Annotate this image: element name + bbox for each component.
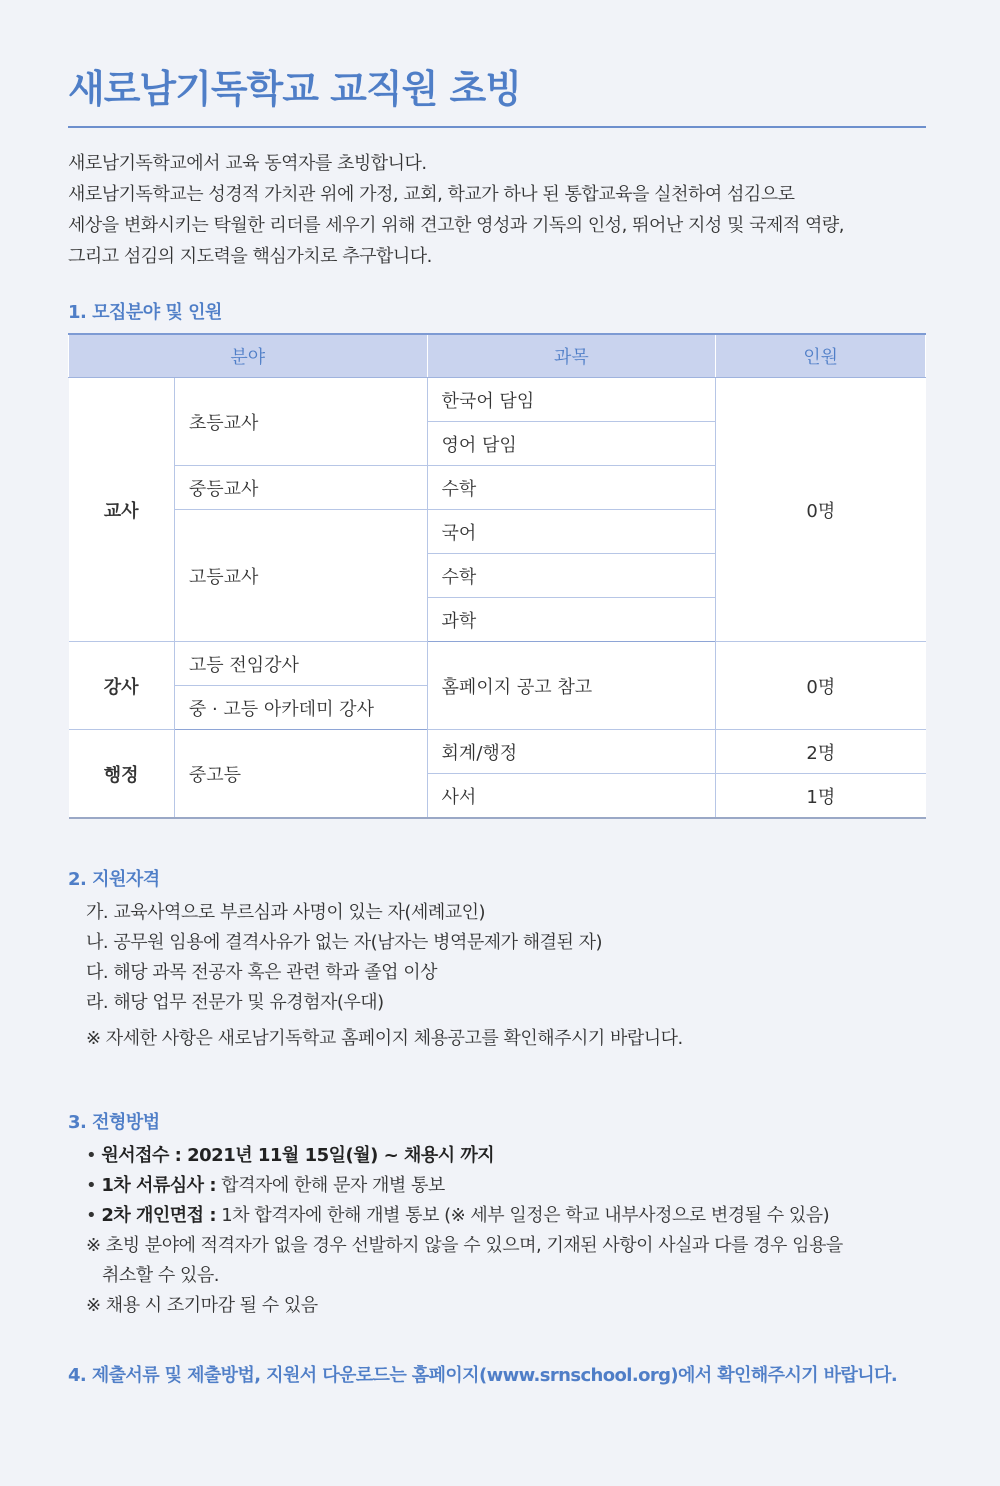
table-row (69, 642, 926, 686)
submission-info: 4. 제출서류 및 제출방법, 지원서 다운로드는 홈페이지(www.srnschool.org)에서 확인해주시기 바랍니다. (68, 1365, 898, 1386)
count-cell: 2명 (716, 730, 926, 774)
intro-line: 새로남기독학교는 성경적 가치관 위에 가정, 교회, 학교가 하나 된 통합교육을 실천하여 섬김으로 (68, 184, 795, 205)
section1-title: 1. 모집분야 및 인원 (68, 302, 222, 323)
bullet-label: 원서접수 : 2021년 11월 15일(월) ~ 채용시 까지 (101, 1145, 495, 1166)
table-row (69, 730, 926, 774)
category-admin: 행정 (69, 730, 175, 819)
subject-cell: 홈페이지 공고 참고 (427, 642, 716, 730)
bullet-label: 2차 개인면접 : (101, 1205, 217, 1226)
count-instructor: 0명 (716, 642, 926, 730)
role-admin: 중고등 (174, 730, 427, 819)
bullet-label: 1차 서류심사 : (101, 1175, 217, 1196)
subject-cell: 과학 (427, 598, 716, 642)
list-item: • 1차 서류심사 : 합격자에 한해 문자 개별 통보 (86, 1175, 445, 1196)
qualification-list (86, 898, 683, 1054)
table-header-row (69, 334, 926, 378)
category-teacher: 교사 (69, 378, 175, 642)
section2-title: 2. 지원자격 (68, 869, 160, 890)
header-count: 인원 (716, 334, 926, 378)
subject-cell: 수학 (427, 466, 716, 510)
header-field: 분야 (69, 334, 428, 378)
list-item: 가. 교육사역으로 부르심과 사명이 있는 자(세례교인) (86, 902, 486, 923)
method-note: ※ 채용 시 조기마감 될 수 있음 (86, 1295, 318, 1316)
subject-cell: 회계/행정 (427, 730, 716, 774)
page-title: 새로남기독학교 교직원 초빙 (68, 67, 521, 111)
method-note: ※ 초빙 분야에 적격자가 없을 경우 선발하지 않을 수 있으며, 기재된 사항이 사실과 다를 경우 임용을 (86, 1235, 843, 1256)
role-high: 고등교사 (174, 510, 427, 642)
list-item: 다. 해당 과목 전공자 혹은 관련 학과 졸업 이상 (86, 962, 437, 983)
list-item: 라. 해당 업무 전문가 및 유경험자(우대) (86, 992, 384, 1013)
intro-line: 세상을 변화시키는 탁월한 리더를 세우기 위해 견고한 영성과 기독의 인성, 뛰어난 지성 및 국제적 역량, (68, 215, 844, 236)
role-cell: 고등 전임강사 (174, 642, 427, 686)
role-middle: 중등교사 (174, 466, 427, 510)
category-instructor: 강사 (69, 642, 175, 730)
list-item: • 원서접수 : 2021년 11월 15일(월) ~ 채용시 까지 (86, 1145, 495, 1166)
subject-cell: 한국어 담임 (427, 378, 716, 422)
subject-cell: 사서 (427, 774, 716, 819)
list-item: 나. 공무원 임용에 결격사유가 없는 자(남자는 병역문제가 해결된 자) (86, 932, 603, 953)
qualification-note: ※ 자세한 사항은 새로남기독학교 홈페이지 체용공고를 확인해주시기 바랍니다. (86, 1028, 683, 1049)
selection-method-list (86, 1141, 843, 1321)
bullet-text: 1차 합격자에 한해 개별 통보 (※ 세부 일정은 학교 내부사정으로 변경될 수 있음) (216, 1205, 830, 1226)
intro-line: 그리고 섬김의 지도력을 핵심가치로 추구합니다. (68, 246, 432, 267)
intro-line: 새로남기독학교에서 교육 동역자를 초빙합니다. (68, 153, 427, 174)
table-row (69, 378, 926, 422)
bullet-text: 합격자에 한해 문자 개별 통보 (216, 1175, 445, 1196)
title-divider (68, 126, 926, 128)
header-subject: 과목 (427, 334, 716, 378)
count-teacher: 0명 (716, 378, 926, 642)
subject-cell: 국어 (427, 510, 716, 554)
subject-cell: 영어 담임 (427, 422, 716, 466)
count-cell: 1명 (716, 774, 926, 819)
intro-paragraph (68, 148, 928, 272)
section3-title: 3. 전형방법 (68, 1112, 160, 1133)
recruitment-table (68, 333, 926, 819)
role-cell: 중 · 고등 아카데미 강사 (174, 686, 427, 730)
method-note-continued: 취소할 수 있음. (102, 1265, 219, 1286)
role-elementary: 초등교사 (174, 378, 427, 466)
subject-cell: 수학 (427, 554, 716, 598)
list-item: • 2차 개인면접 : 1차 합격자에 한해 개별 통보 (※ 세부 일정은 학교 내부사정으로 변경될 수 있음) (86, 1205, 830, 1226)
